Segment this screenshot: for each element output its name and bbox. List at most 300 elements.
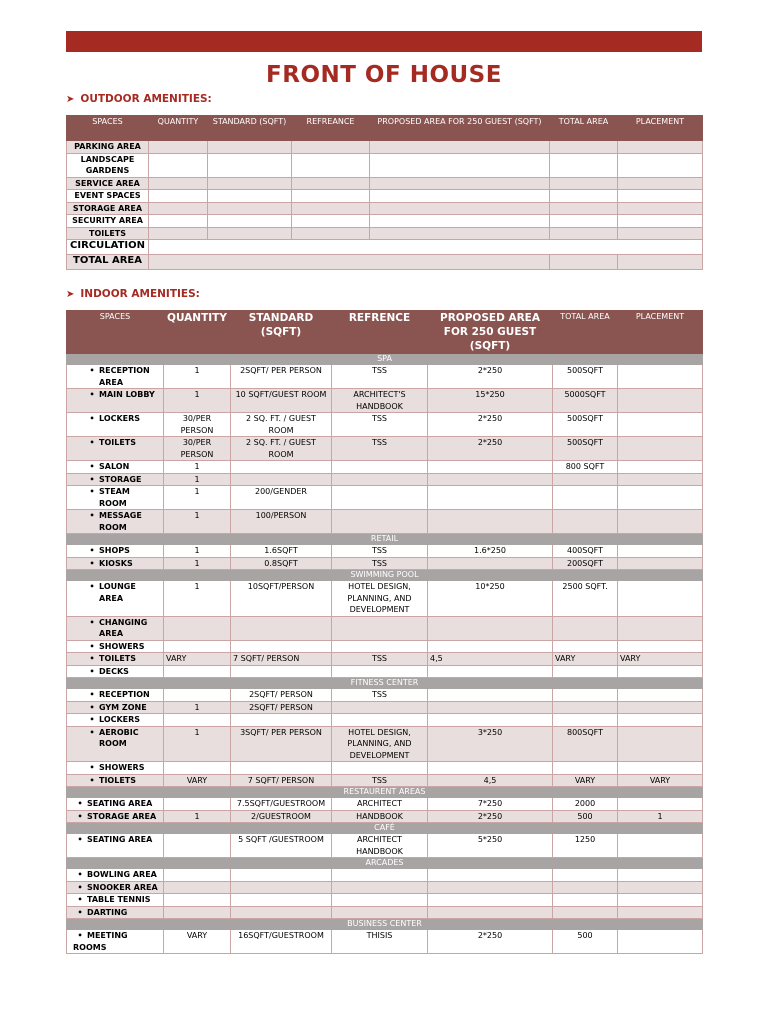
table-cell <box>370 227 550 240</box>
table-cell: 2*250 <box>428 930 553 954</box>
space-cell <box>67 665 164 678</box>
space-label: STORAGE AREA <box>87 811 157 821</box>
space-label: SHOPS <box>99 546 130 555</box>
bullet-icon: • <box>89 702 95 712</box>
table-cell: HOTEL DESIGN, PLANNING, AND DEVELOPMENT <box>332 726 428 762</box>
table-cell: VARY <box>164 774 231 787</box>
table-cell <box>231 473 332 486</box>
table-cell <box>231 461 332 474</box>
space-cell <box>67 510 164 534</box>
category-label: ARCADES <box>67 858 703 869</box>
table-cell: 1 <box>618 810 703 823</box>
space-cell <box>67 616 164 640</box>
table-cell <box>332 665 428 678</box>
table-cell <box>428 473 553 486</box>
bullet-icon: • <box>89 727 95 737</box>
table-cell: 500 <box>553 810 618 823</box>
category-row <box>67 678 703 689</box>
table-cell <box>370 190 550 203</box>
space-label: AEROBIC ROOM <box>99 727 139 748</box>
table-cell: 2500 SQFT. <box>553 581 618 617</box>
table-cell <box>231 869 332 882</box>
table-cell <box>618 227 703 240</box>
table-cell <box>428 762 553 775</box>
table-row <box>67 581 703 617</box>
table-cell <box>553 510 618 534</box>
table-cell <box>618 762 703 775</box>
space-cell: TOILETS <box>67 227 149 240</box>
col-header: TOTAL AREA <box>553 311 618 354</box>
table-cell: TSS <box>332 545 428 558</box>
space-label: SNOOKER AREA <box>87 882 158 892</box>
table-cell: 1 <box>164 701 231 714</box>
table-cell <box>149 177 208 190</box>
bullet-icon: • <box>89 474 95 484</box>
bullet-icon: • <box>77 799 83 808</box>
table-cell <box>428 665 553 678</box>
table-cell <box>208 177 292 190</box>
table-cell <box>553 665 618 678</box>
table-cell <box>618 473 703 486</box>
circulation-row <box>67 240 703 255</box>
table-cell <box>231 894 332 907</box>
space-label: DECKS <box>99 666 129 676</box>
table-cell <box>553 616 618 640</box>
table-cell <box>618 894 703 907</box>
table-cell <box>553 640 618 653</box>
table-cell: 2*250 <box>428 365 553 389</box>
table-cell: 1 <box>164 726 231 762</box>
indoor-heading <box>66 288 200 300</box>
table-cell: 2*250 <box>428 437 553 461</box>
space-cell <box>67 774 164 787</box>
table-cell <box>332 894 428 907</box>
table-cell: 0.8SQFT <box>231 557 332 570</box>
table-cell: TSS <box>332 365 428 389</box>
table-row <box>67 486 703 510</box>
table-cell: 1 <box>164 473 231 486</box>
space-cell <box>67 798 164 811</box>
table-cell <box>332 616 428 640</box>
table-cell <box>208 190 292 203</box>
table-cell: 2*250 <box>428 810 553 823</box>
table-cell <box>208 202 292 215</box>
table-cell <box>550 255 618 270</box>
table-cell <box>553 906 618 919</box>
bullet-icon: • <box>89 715 95 724</box>
table-cell: 4,5 <box>428 653 553 666</box>
table-row <box>67 762 703 775</box>
table-row <box>67 834 703 858</box>
table-cell <box>292 177 370 190</box>
table-cell <box>618 153 703 177</box>
table-cell <box>618 365 703 389</box>
bullet-icon: • <box>77 907 83 917</box>
table-cell <box>428 701 553 714</box>
table-cell: 800 SQFT <box>553 461 618 474</box>
table-cell: VARY <box>618 653 703 666</box>
space-label: LOCKERS <box>99 414 141 423</box>
space-cell <box>67 894 164 907</box>
space-cell <box>67 714 164 727</box>
indoor-table <box>66 310 703 954</box>
table-cell <box>231 906 332 919</box>
space-cell: SECURITY AREA <box>67 215 149 228</box>
table-cell <box>553 689 618 702</box>
table-cell <box>332 486 428 510</box>
space-label: RECEPTION AREA <box>99 366 150 387</box>
table-cell <box>332 906 428 919</box>
category-label: FITNESS CENTER <box>67 678 703 689</box>
space-cell <box>67 653 164 666</box>
space-cell <box>67 581 164 617</box>
table-cell <box>149 240 703 255</box>
circulation-label: CIRCULATION <box>67 240 149 255</box>
outdoor-heading <box>66 93 212 105</box>
table-row <box>67 190 703 203</box>
table-row <box>67 640 703 653</box>
table-cell: ARCHITECT HANDBOOK <box>332 834 428 858</box>
space-cell <box>67 726 164 762</box>
table-cell <box>618 881 703 894</box>
table-cell <box>618 906 703 919</box>
space-label: SHOWERS <box>99 763 145 772</box>
col-header: REFREANCE <box>292 116 370 141</box>
table-cell <box>149 141 208 154</box>
space-cell <box>67 689 164 702</box>
table-cell <box>292 227 370 240</box>
table-cell: 1 <box>164 389 231 413</box>
col-header: PLACEMENT <box>618 116 703 141</box>
col-header: PROPOSED AREA FOR 250 GUEST (SQFT) <box>428 311 553 354</box>
table-cell: 800SQFT <box>553 726 618 762</box>
total-row <box>67 255 703 270</box>
table-cell <box>618 141 703 154</box>
space-cell <box>67 834 164 858</box>
indoor-heading-text: INDOOR AMENITIES: <box>80 288 200 300</box>
table-row <box>67 894 703 907</box>
bullet-icon: • <box>89 414 95 423</box>
category-row <box>67 858 703 869</box>
space-label: DARTING <box>87 907 128 917</box>
table-cell: 1 <box>164 486 231 510</box>
table-cell <box>550 153 618 177</box>
table-cell: VARY <box>553 653 618 666</box>
table-cell <box>164 665 231 678</box>
table-cell <box>231 665 332 678</box>
table-cell <box>550 141 618 154</box>
table-cell: VARY <box>164 653 231 666</box>
col-header: STANDARD (SQFT) <box>231 311 332 354</box>
table-cell <box>428 714 553 727</box>
table-cell: VARY <box>553 774 618 787</box>
table-cell: 2 SQ. FT. / GUEST ROOM <box>231 413 332 437</box>
table-cell: ARCHITECT <box>332 798 428 811</box>
table-cell: TSS <box>332 437 428 461</box>
table-cell: TSS <box>332 774 428 787</box>
col-header: QUANTITY <box>164 311 231 354</box>
table-cell: VARY <box>164 930 231 954</box>
table-row <box>67 714 703 727</box>
space-label: TOILETS <box>99 654 137 663</box>
table-cell <box>618 930 703 954</box>
bullet-icon: • <box>77 882 83 892</box>
table-row <box>67 141 703 154</box>
table-cell <box>208 227 292 240</box>
table-cell: 30/PER PERSON <box>164 437 231 461</box>
table-cell <box>332 461 428 474</box>
table-cell: 7*250 <box>428 798 553 811</box>
table-cell <box>550 227 618 240</box>
bullet-icon: • <box>89 390 95 399</box>
table-cell <box>149 227 208 240</box>
table-cell: THISIS <box>332 930 428 954</box>
table-cell <box>618 701 703 714</box>
table-cell: TSS <box>332 689 428 702</box>
table-row <box>67 726 703 762</box>
bullet-icon: • <box>89 654 95 663</box>
table-cell: 10SQFT/PERSON <box>231 581 332 617</box>
category-label: SPA <box>67 354 703 365</box>
table-cell <box>428 557 553 570</box>
table-cell <box>149 255 550 270</box>
table-cell <box>553 881 618 894</box>
space-cell <box>67 930 164 954</box>
space-cell <box>67 881 164 894</box>
table-cell: 500SQFT <box>553 413 618 437</box>
space-cell <box>67 869 164 882</box>
table-row <box>67 906 703 919</box>
outdoor-header-row <box>67 116 703 141</box>
space-label: MAIN LOBBY <box>99 390 155 399</box>
table-cell: 400SQFT <box>553 545 618 558</box>
space-label: STORAGE <box>99 474 142 484</box>
table-row <box>67 473 703 486</box>
table-cell: 2000 <box>553 798 618 811</box>
table-cell <box>428 869 553 882</box>
outdoor-table <box>66 115 703 270</box>
bullet-icon: • <box>89 582 95 591</box>
category-row <box>67 570 703 581</box>
space-cell: LANDSCAPE GARDENS <box>67 153 149 177</box>
table-cell: 7.5SQFT/GUESTROOM <box>231 798 332 811</box>
space-cell <box>67 389 164 413</box>
table-row <box>67 202 703 215</box>
table-cell <box>618 616 703 640</box>
table-cell <box>553 894 618 907</box>
category-row <box>67 534 703 545</box>
space-label: SHOWERS <box>99 641 145 651</box>
table-cell: 1 <box>164 545 231 558</box>
table-row <box>67 389 703 413</box>
table-cell: 2/GUESTROOM <box>231 810 332 823</box>
table-cell <box>618 869 703 882</box>
table-cell <box>332 714 428 727</box>
col-header: SPACES <box>67 311 164 354</box>
bullet-icon: • <box>89 511 95 520</box>
table-cell: 15*250 <box>428 389 553 413</box>
table-cell <box>550 215 618 228</box>
table-row <box>67 774 703 787</box>
col-header: STANDARD (SQFT) <box>208 116 292 141</box>
table-cell: 1 <box>164 365 231 389</box>
table-row <box>67 153 703 177</box>
table-cell: 1.6SQFT <box>231 545 332 558</box>
col-header: PROPOSED AREA FOR 250 GUEST (SQFT) <box>370 116 550 141</box>
table-cell <box>332 762 428 775</box>
bullet-icon: • <box>89 641 95 651</box>
table-cell <box>618 486 703 510</box>
outdoor-heading-text: OUTDOOR AMENITIES: <box>80 93 212 105</box>
space-label: CHANGING AREA <box>99 617 148 638</box>
table-cell: 3*250 <box>428 726 553 762</box>
table-cell <box>618 215 703 228</box>
bullet-icon: • <box>77 811 83 821</box>
table-cell <box>332 881 428 894</box>
table-cell <box>550 177 618 190</box>
table-cell <box>164 762 231 775</box>
table-row <box>67 665 703 678</box>
table-cell <box>332 510 428 534</box>
table-cell <box>164 869 231 882</box>
table-cell <box>164 906 231 919</box>
table-cell <box>618 726 703 762</box>
table-cell <box>618 834 703 858</box>
table-cell: 7 SQFT/ PERSON <box>231 653 332 666</box>
space-cell <box>67 906 164 919</box>
table-cell <box>553 869 618 882</box>
table-cell <box>332 473 428 486</box>
table-row <box>67 616 703 640</box>
table-cell <box>164 894 231 907</box>
table-cell <box>618 190 703 203</box>
bullet-icon: • <box>89 763 95 772</box>
category-label: RETAIL <box>67 534 703 545</box>
table-cell <box>550 202 618 215</box>
table-cell: 2SQFT/ PERSON <box>231 701 332 714</box>
category-label: SWIMMING POOL <box>67 570 703 581</box>
table-cell <box>370 215 550 228</box>
table-cell <box>231 640 332 653</box>
table-cell <box>208 141 292 154</box>
space-label: STEAM ROOM <box>99 487 130 508</box>
table-cell <box>164 616 231 640</box>
table-cell <box>553 473 618 486</box>
space-label: RECEPTION <box>99 690 150 699</box>
table-cell: 10*250 <box>428 581 553 617</box>
bullet-icon: • <box>89 666 95 676</box>
table-cell: 2*250 <box>428 413 553 437</box>
table-cell <box>149 202 208 215</box>
table-row <box>67 437 703 461</box>
table-cell: 1 <box>164 557 231 570</box>
table-cell <box>618 202 703 215</box>
space-cell <box>67 557 164 570</box>
bullet-icon: • <box>89 558 95 568</box>
table-row <box>67 930 703 954</box>
table-cell: TSS <box>332 653 428 666</box>
table-cell <box>231 714 332 727</box>
table-cell <box>370 202 550 215</box>
table-row <box>67 557 703 570</box>
space-label: MEETING ROOMS <box>73 931 128 952</box>
table-cell <box>428 881 553 894</box>
table-cell: HOTEL DESIGN, PLANNING, AND DEVELOPMENT <box>332 581 428 617</box>
table-cell <box>428 640 553 653</box>
table-cell <box>618 689 703 702</box>
table-cell <box>231 762 332 775</box>
space-label: MESSAGE ROOM <box>99 511 142 532</box>
space-cell <box>67 545 164 558</box>
table-cell <box>618 581 703 617</box>
table-cell: 1 <box>164 581 231 617</box>
table-cell: 2SQFT/ PERSON <box>231 689 332 702</box>
table-cell <box>164 834 231 858</box>
space-cell: PARKING AREA <box>67 141 149 154</box>
table-cell <box>332 701 428 714</box>
bullet-icon: • <box>77 931 83 940</box>
table-cell <box>618 557 703 570</box>
table-row <box>67 545 703 558</box>
table-row <box>67 881 703 894</box>
table-cell <box>149 153 208 177</box>
table-cell <box>618 461 703 474</box>
bullet-icon: • <box>77 870 83 879</box>
bullet-icon: • <box>89 690 95 699</box>
table-cell <box>553 714 618 727</box>
table-cell: 5000SQFT <box>553 389 618 413</box>
category-row <box>67 919 703 930</box>
bullet-icon: • <box>89 462 95 471</box>
space-cell <box>67 473 164 486</box>
table-cell <box>553 762 618 775</box>
table-cell <box>370 141 550 154</box>
table-cell <box>618 665 703 678</box>
table-cell: 1 <box>164 810 231 823</box>
table-row <box>67 689 703 702</box>
table-cell: HANDBOOK <box>332 810 428 823</box>
bullet-icon: • <box>89 546 95 555</box>
table-row <box>67 701 703 714</box>
space-cell <box>67 762 164 775</box>
table-row <box>67 810 703 823</box>
space-label: SEATING AREA <box>87 799 153 808</box>
table-cell: 2 SQ. FT. / GUEST ROOM <box>231 437 332 461</box>
space-cell: SERVICE AREA <box>67 177 149 190</box>
table-cell <box>618 437 703 461</box>
space-cell: EVENT SPACES <box>67 190 149 203</box>
table-cell <box>231 881 332 894</box>
table-cell <box>428 906 553 919</box>
page-title: FRONT OF HOUSE <box>266 62 502 88</box>
space-label: TABLE TENNIS <box>87 895 151 904</box>
category-label: CAFÉ <box>67 823 703 834</box>
space-label: LOCKERS <box>99 715 141 724</box>
category-row <box>67 823 703 834</box>
category-row <box>67 354 703 365</box>
total-label: TOTAL AREA <box>67 255 149 270</box>
table-cell <box>208 153 292 177</box>
table-cell: 3SQFT/ PER PERSON <box>231 726 332 762</box>
table-cell: 1.6*250 <box>428 545 553 558</box>
space-cell: STORAGE AREA <box>67 202 149 215</box>
category-label: BUSINESS CENTER <box>67 919 703 930</box>
table-cell: 30/PER PERSON <box>164 413 231 437</box>
bullet-icon: • <box>89 438 95 447</box>
bullet-icon: • <box>89 617 95 627</box>
table-row <box>67 177 703 190</box>
table-row <box>67 869 703 882</box>
